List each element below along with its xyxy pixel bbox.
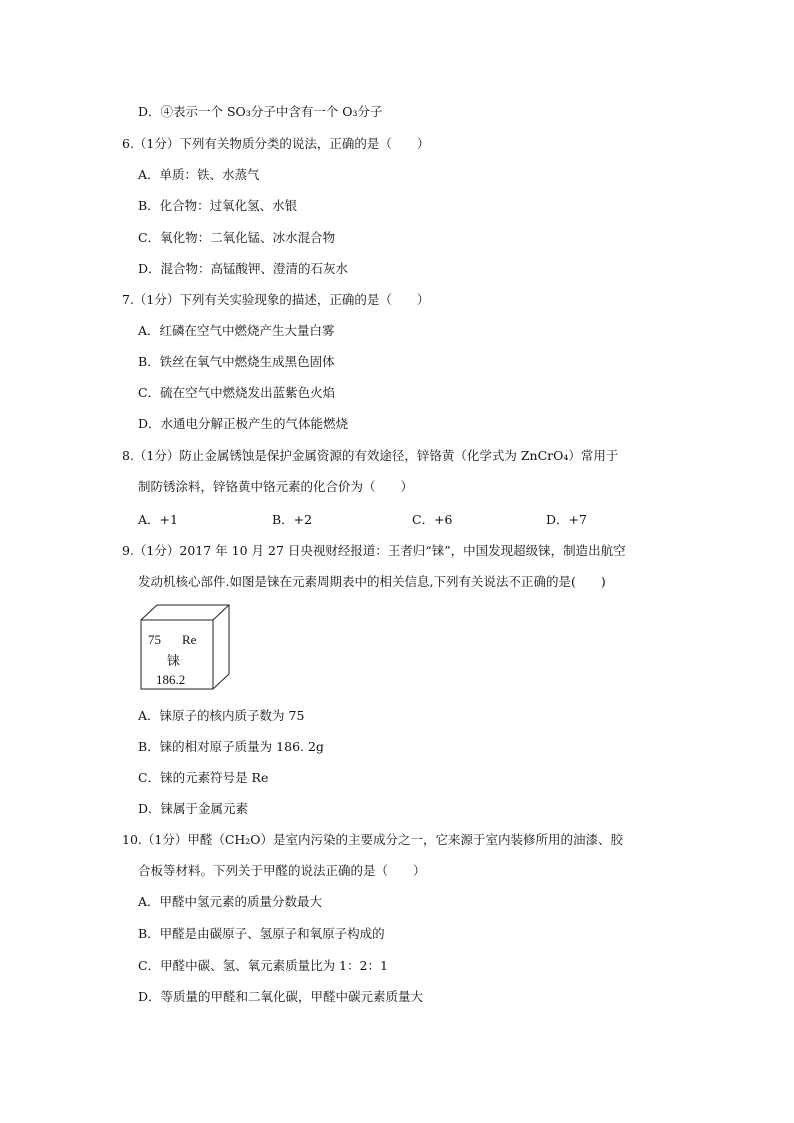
q10-stem-line2: 合板等材料。下列关于甲醛的说法正确的是（ ） (138, 863, 426, 878)
q6-option-b: B．化合物：过氧化氢、水银 (138, 198, 298, 213)
element-name: 铼 (167, 654, 181, 669)
q9-stem-line1: 9.（1分）2017 年 10 月 27 日央视财经报道：王者归“铼”，中国发现超级铼，制造出航空 (122, 543, 626, 558)
q9-option-a: A．铼原子的核内质子数为 75 (138, 708, 305, 723)
q8-option-c: C．+6 (412, 512, 453, 527)
q8-option-a: A．+1 (138, 512, 178, 527)
q10-option-c: C．甲醛中碳、氢、氧元素质量比为 1：2：1 (138, 958, 388, 973)
q7-option-a: A．红磷在空气中燃烧产生大量白雾 (138, 323, 335, 338)
element-atomic-number: 75 (148, 632, 161, 647)
q8-option-b: B．+2 (272, 512, 313, 527)
element-atomic-mass: 186.2 (156, 672, 186, 687)
q10-option-a: A．甲醛中氢元素的质量分数最大 (138, 894, 323, 909)
q8-options-row (0, 510, 794, 528)
periodic-element-cell (140, 604, 230, 690)
q7-option-b: B．铁丝在氧气中燃烧生成黑色固体 (138, 354, 335, 369)
q6-option-a: A．单质：铁、水蒸气 (138, 167, 260, 182)
q7-option-c: C．硫在空气中燃烧发出蓝紫色火焰 (138, 385, 336, 400)
q10-option-b: B．甲醛是由碳原子、氢原子和氧原子构成的 (138, 926, 385, 941)
q8-option-d: D．+7 (546, 512, 587, 527)
q10-stem-line1: 10.（1分）甲醛（CH₂O）是室内污染的主要成分之一，它来源于室内装修所用的油漆、胶 (122, 832, 624, 847)
q9-option-c: C．铼的元素符号是 Re (138, 770, 269, 785)
q10-option-d: D．等质量的甲醛和二氧化碳，甲醛中碳元素质量大 (138, 989, 424, 1004)
q9-stem-line2: 发动机核心部件.如图是铼在元素周期表中的相关信息,下列有关说法不正确的是( ) (138, 574, 606, 589)
q5-option-d: D．④表示一个 SO₃分子中含有一个 O₃分子 (138, 104, 383, 119)
q7-option-d: D．水通电分解正极产生的气体能燃烧 (138, 416, 349, 431)
q8-stem-line2: 制防锈涂料，锌铬黄中铬元素的化合价为（ ） (138, 479, 414, 494)
q6-stem: 6.（1分）下列有关物质分类的说法，正确的是（ ） (122, 136, 430, 151)
q6-option-c: C．氧化物：二氧化锰、冰水混合物 (138, 230, 336, 245)
q7-stem: 7.（1分）下列有关实验现象的描述，正确的是（ ） (122, 292, 430, 307)
q6-option-d: D．混合物：高锰酸钾、澄清的石灰水 (138, 261, 349, 276)
element-symbol: Re (182, 632, 197, 647)
q9-option-b: B．铼的相对原子质量为 186. 2g (138, 739, 324, 754)
q9-option-d: D．铼属于金属元素 (138, 801, 249, 816)
q8-stem-line1: 8.（1分）防止金属锈蚀是保护金属资源的有效途径，锌铬黄（化学式为 ZnCrO₄）常用于 (122, 448, 619, 463)
